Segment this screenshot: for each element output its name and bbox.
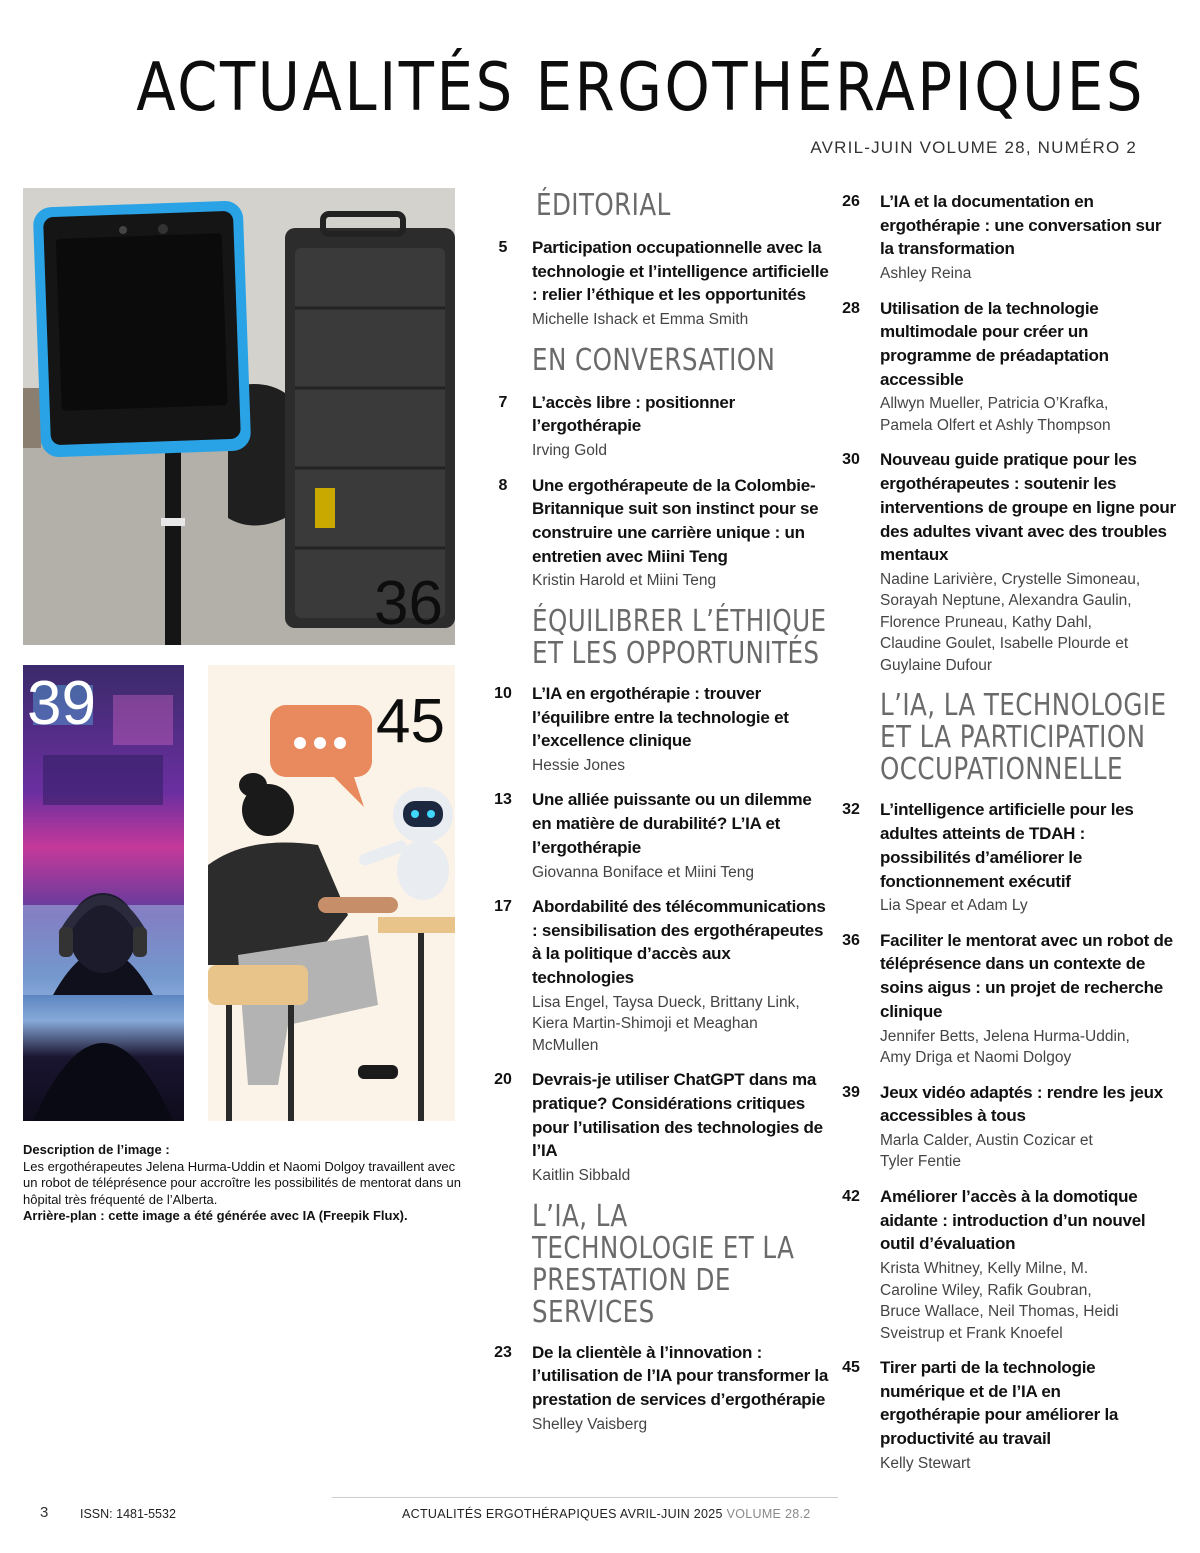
toc-entry[interactable] (490, 236, 830, 331)
toc-entry[interactable] (838, 929, 1178, 1069)
masthead: ACTUALITÉS ERGOTHÉRAPIQUES (136, 48, 1145, 126)
section-heading-conversation: EN CONVERSATION (532, 342, 776, 378)
section-heading-services: L’IA, LA TECHNOLOGIE ET LA PRESTATION DE SERVICES (532, 1198, 795, 1330)
toc-entry[interactable] (490, 1341, 830, 1436)
toc-page-number: 28 (842, 299, 860, 317)
toc-title: Abordabilité des télécommunications : sensibilisation des ergothérapeutes à la politique d’accès aux technologies (532, 897, 826, 988)
toc-page-number: 36 (842, 931, 860, 949)
toc-title: L’IA et la documentation en ergothérapie : une conversation sur la transformation (880, 192, 1162, 259)
toc-title: Devrais-je utiliser ChatGPT dans ma pratique? Considérations critiques pour l’utilisation des technologies de l’IA (532, 1070, 823, 1161)
toc-author: Marla Calder, Austin Cozicar et Tyler Fentie (880, 1131, 1093, 1171)
toc-title: Utilisation de la technologie multimodale pour créer un programme de préadaptation accessible (880, 298, 1109, 389)
toc-entry[interactable] (490, 391, 830, 462)
toc-author: Giovanna Boniface et Miini Teng (532, 863, 755, 881)
gaming-illustration (23, 665, 184, 1121)
toc-entry[interactable] (838, 1356, 1178, 1474)
toc-page-number: 17 (494, 898, 512, 916)
toc-page-number: 26 (842, 193, 860, 210)
toc-author: Nadine Larivière, Crystelle Simoneau, Sorayah Neptune, Alexandra Gaulin, Florence Pruneau, Kathy Dahl, Claudine Goulet, Isabelle Plourde et Guylaine Dufour (880, 570, 1141, 674)
toc-entry[interactable] (490, 788, 830, 883)
toc-author: Shelley Vaisberg (532, 1415, 648, 1433)
toc-page-number: 32 (842, 801, 860, 819)
toc-page-number: 7 (498, 393, 508, 411)
woman-robot-illustration (208, 665, 455, 1121)
toc-entry[interactable] (490, 1068, 830, 1186)
toc-entry[interactable] (838, 190, 1178, 285)
footer-running-title: ACTUALITÉS ERGOTHÉRAPIQUES AVRIL-JUIN 2025 (402, 1507, 723, 1521)
toc-author: Kristin Harold et Miini Teng (532, 572, 717, 590)
toc-entry[interactable] (490, 895, 830, 1056)
toc-author: Irving Gold (532, 442, 607, 460)
caption-background-credit: Arrière-plan : cette image a été générée avec IA (Freepik Flux). (23, 1208, 408, 1223)
toc-entry[interactable] (490, 682, 830, 777)
toc-title: Une ergothérapeute de la Colombie-Britannique suit son instinct pour se construire une carrière unique : un entretien avec Miini Teng (532, 475, 819, 566)
toc-author: Allwyn Mueller, Patricia O’Krafka, Pamela Olfert et Ashly Thompson (880, 395, 1111, 434)
toc-author: Kelly Stewart (880, 1454, 971, 1472)
toc-author: Jennifer Betts, Jelena Hurma-Uddin, Amy Driga et Naomi Dolgoy (880, 1027, 1130, 1067)
caption-title: Description de l’image : (23, 1142, 170, 1157)
toc-author: Ashley Reina (880, 265, 972, 283)
gaming-page-number: 39 (27, 669, 96, 738)
toc-page-number: 13 (494, 791, 512, 809)
toc-title: Améliorer l’accès à la domotique aidante : introduction d’un nouvel outil d’évaluation (880, 1186, 1146, 1254)
toc-page-number: 5 (498, 239, 508, 256)
photo-page-number: 36 (374, 569, 443, 638)
toc-page-number: 30 (842, 451, 860, 469)
toc-column-middle (490, 190, 830, 1435)
toc-author: Hessie Jones (532, 756, 626, 774)
toc-title: De la clientèle à l’innovation : l’utilisation de l’IA pour transformer la prestation de services d’ergothérapie (532, 1342, 829, 1410)
caption-text: Les ergothérapeutes Jelena Hurma-Uddin et Naomi Dolgoy travaillent avec un robot de téléprésence pour accroître les possibilités de mentorat dans un hôpital très fréquenté de l’Alberta. (23, 1158, 461, 1207)
toc-entry[interactable] (838, 1185, 1178, 1344)
toc-title: Tirer parti de la technologie numérique et de l’IA en ergothérapie pour améliorer la productivité au travail (880, 1358, 1119, 1449)
toc-title: L’accès libre : positionner l’ergothérapie (532, 392, 735, 436)
footer-rule (332, 1497, 838, 1498)
toc-page-number: 45 (842, 1359, 860, 1377)
footer-page-number: 3 (40, 1504, 49, 1521)
toc-entry[interactable] (490, 474, 830, 592)
toc-title: Participation occupationnelle avec la technologie et l’intelligence artificielle : relier l’éthique et les opportunités (532, 238, 829, 305)
toc-author: Krista Whitney, Kelly Milne, M. Caroline Wiley, Rafik Goubran, Bruce Wallace, Neil Thomas, Heidi Sveistrup et Frank Knoefel (880, 1260, 1119, 1342)
toc-author: Lisa Engel, Taysa Dueck, Brittany Link, Kiera Martin-Shimoji et Meaghan McMullen (532, 993, 800, 1054)
toc-author: Kaitlin Sibbald (532, 1167, 631, 1185)
toc-title: Faciliter le mentorat avec un robot de téléprésence dans un contexte de soins aigus : un projet de recherche clinique (880, 930, 1173, 1021)
telepresence-robot-photo (23, 188, 455, 645)
issue-line: AVRIL-JUIN VOLUME 28, NUMÉRO 2 (810, 138, 1137, 157)
toc-title: Une alliée puissante ou un dilemme en matière de durabilité? L’IA et l’ergothérapie (532, 790, 812, 857)
section-heading-participation: L’IA, LA TECHNOLOGIE ET LA PARTICIPATION OCCUPATIONNELLE (880, 688, 1167, 788)
toc-title: L’intelligence artificielle pour les adultes atteints de TDAH : possibilités d’améliorer le fonctionnement exécutif (880, 800, 1134, 891)
toc-page-number: 10 (494, 684, 512, 702)
section-heading-ethics: ÉQUILIBRER L’ÉTHIQUE ET LES OPPORTUNITÉS (532, 603, 827, 671)
toc-title: Jeux vidéo adaptés : rendre les jeux accessibles à tous (880, 1082, 1163, 1126)
toc-page-number: 23 (494, 1343, 512, 1361)
toc-page-number: 39 (842, 1083, 860, 1101)
toc-page-number: 20 (494, 1071, 512, 1089)
toc-column-right (838, 190, 1178, 1474)
toc-entry[interactable] (838, 1081, 1178, 1173)
toc-page-number: 42 (842, 1187, 860, 1205)
footer-issn: ISSN: 1481-5532 (80, 1507, 176, 1521)
footer-running-head (402, 1507, 810, 1521)
toc-author: Michelle Ishack et Emma Smith (532, 311, 749, 329)
toc-title: Nouveau guide pratique pour les ergothérapeutes : soutenir les interventions de groupe en ligne pour des adultes vivant avec des troubles mentaux (880, 450, 1176, 565)
footer-volume: VOLUME 28.2 (726, 1507, 811, 1521)
toc-entry[interactable] (838, 798, 1178, 916)
toc-entry[interactable] (838, 448, 1178, 676)
section-heading-editorial: ÉDITORIAL (536, 188, 671, 223)
illustration-page-number: 45 (376, 687, 445, 756)
toc-entry[interactable] (838, 297, 1178, 437)
toc-page-number: 8 (498, 476, 508, 494)
image-caption (23, 1142, 463, 1225)
toc-title: L’IA en ergothérapie : trouver l’équilibre entre la technologie et l’excellence clinique (532, 683, 789, 751)
toc-author: Lia Spear et Adam Ly (880, 897, 1028, 915)
